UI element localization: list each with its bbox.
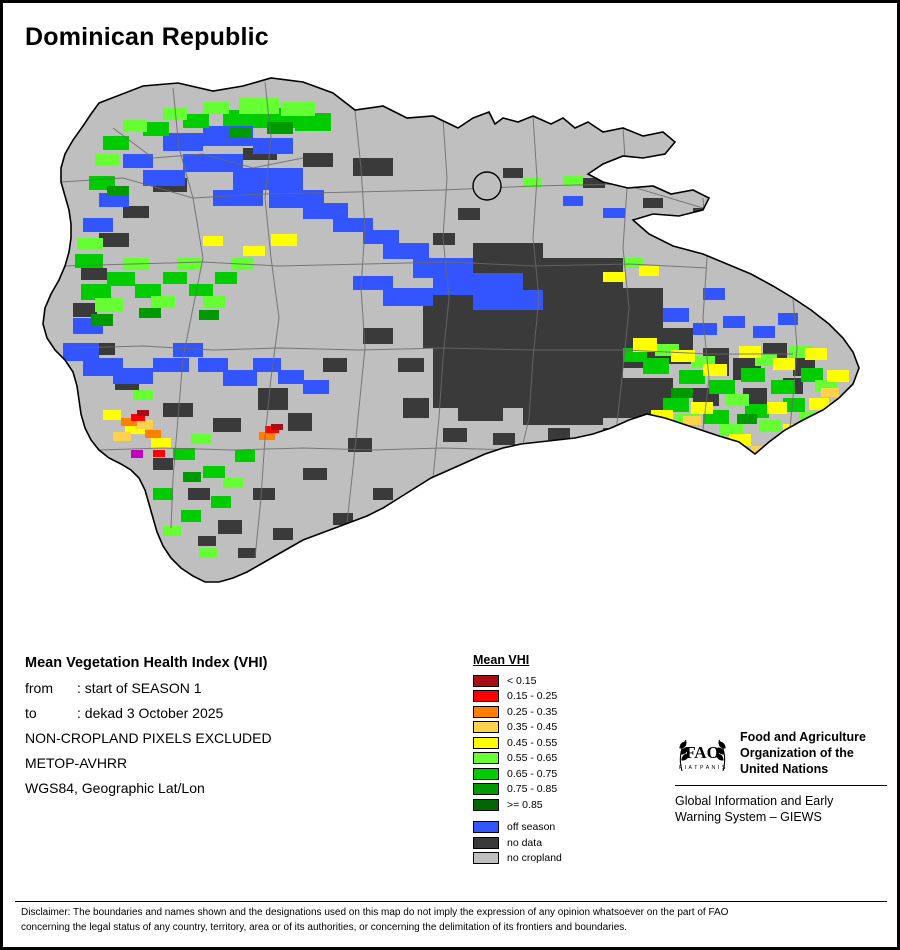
map-raster [3,58,897,633]
giews-label [675,793,890,826]
fao-logo-icon [675,729,730,777]
page-title: Dominican Republic [25,23,269,51]
disclaimer-text [21,906,881,935]
caption-projection: WGS84, Geographic Lat/Lon [25,780,205,796]
legend-label: >= 0.85 [507,798,543,811]
legend-item [473,782,673,798]
legend-label: 0.45 - 0.55 [507,736,558,749]
legend-swatch [473,799,499,811]
caption-to-value: : dekad 3 October 2025 [77,705,224,721]
legend-swatch [473,706,499,718]
caption-from-value: : start of SEASON 1 [77,680,202,696]
disclaimer-line-2: concerning the legal status of any country, territory, area or of its authorities, or concerning the delimitation of its frontiers and boundaries. [21,921,628,933]
legend-item-no-cropland [473,851,673,867]
legend-item [473,751,673,767]
giews-line-1: Global Information and Early [675,794,834,808]
legend-label: 0.25 - 0.35 [507,705,558,718]
legend-spacer [473,813,673,820]
caption-sensor: METOP-AVHRR [25,755,128,771]
legend-item [473,720,673,736]
legend-swatch [473,783,499,795]
legend-swatch [473,837,499,849]
caption-to-row [25,705,455,721]
legend-label: 0.65 - 0.75 [507,767,558,780]
fao-organization-name [740,729,866,777]
fao-divider [675,785,887,786]
legend-swatch [473,821,499,833]
caption-title: Mean Vegetation Health Index (VHI) [25,655,268,671]
legend-label: off season [507,821,556,834]
caption-exclusion: NON-CROPLAND PIXELS EXCLUDED [25,730,272,746]
legend-item-off-season [473,820,673,836]
legend-item [473,797,673,813]
map-caption [25,655,455,805]
legend-title: Mean VHI [473,653,530,667]
giews-line-2: Warning System – GIEWS [675,810,822,825]
offshore-island [473,172,501,200]
legend-label: < 0.15 [507,674,537,687]
legend-item [473,735,673,751]
disclaimer-divider [15,901,887,902]
legend-item [473,673,673,689]
caption-from-row [25,680,455,696]
legend-swatch [473,852,499,864]
fao-org-line-2: Organization of the [740,746,854,760]
legend-swatch [473,737,499,749]
legend-label: no cropland [507,852,562,865]
disclaimer-line-1: Disclaimer: The boundaries and names shown and the designations used on this map do not imply the expression of any opinion whatsoever on the part of FAO [21,907,729,918]
fao-branding [675,729,890,826]
fao-org-line-1: Food and Agriculture [740,730,866,744]
legend-swatch [473,752,499,764]
legend-swatch [473,721,499,733]
svg-text:F I A T P A N I S: F I A T P A N I S [678,765,727,771]
vhi-legend [473,653,673,866]
legend-label: 0.55 - 0.65 [507,752,558,765]
legend-label: no data [507,836,543,849]
legend-label: 0.75 - 0.85 [507,783,558,796]
legend-swatch [473,768,499,780]
fao-org-line-3: United Nations [740,762,829,776]
legend-label: 0.15 - 0.25 [507,690,558,703]
svg-text:FAO: FAO [685,743,720,762]
legend-label: 0.35 - 0.45 [507,721,558,734]
legend-item [473,766,673,782]
legend-item [473,689,673,705]
caption-from-label: from [25,680,53,696]
legend-swatch [473,675,499,687]
caption-to-label: to [25,705,37,721]
fao-header [675,729,890,777]
legend-item-no-data [473,835,673,851]
legend-swatch [473,690,499,702]
map-canvas [3,58,897,633]
legend-item [473,704,673,720]
